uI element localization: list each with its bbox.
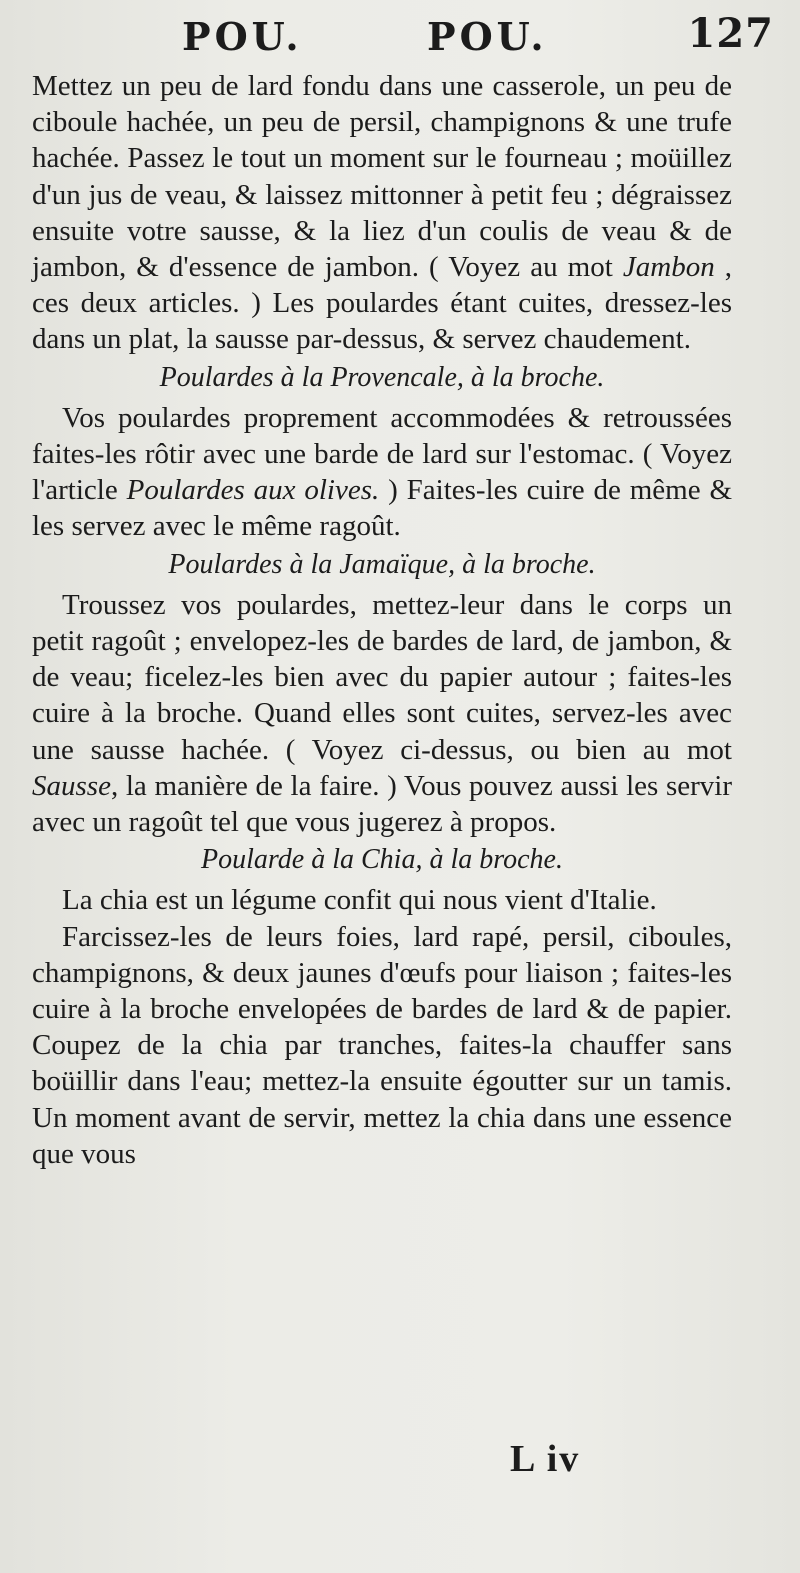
page-number: 127	[687, 10, 774, 57]
running-header	[32, 6, 774, 68]
header-center-title: POU.	[427, 14, 548, 59]
section-heading-chia: Poularde à la Chia, à la broche.	[201, 844, 563, 876]
section-heading-jamaique: Poulardes à la Jamaïque, à la broche.	[168, 548, 596, 580]
paragraph-2-text: Vos poulardes proprement accommodées & retroussées faites-les rôtir avec une barde de lard sur l'estomac. ( Voyez l'article	[32, 401, 732, 507]
page-body	[32, 68, 732, 1172]
signature-mark: L iv	[510, 1438, 581, 1480]
paragraph-1-text: Mettez un peu de lard fondu dans une casserole, un peu de ciboule hachée, un peu de persil, champignons & une trufe hachée. Passez le tout un moment sur le fourneau ; moüillez d'un jus de veau, & laissez mittonner à petit feu ; dégraissez ensuite votre sausse, & la liez d'un coulis de veau & de jambon, & d'essence de jambon. ( Voyez au mot	[32, 70, 732, 284]
paragraph-3-italic: Sausse	[32, 769, 111, 802]
paragraph-1-italic: Jambon	[622, 251, 715, 284]
paragraph-3-end: , la manière de la faire. ) Vous pouvez aussi les servir avec un ragoût tel que vous jugerez à propos.	[32, 769, 732, 839]
paragraph-4: La chia est un légume confit qui nous vient d'Italie.	[62, 884, 657, 917]
paragraph-2-end: ) Faites-les cuire de même & les servez avec le même ragoût.	[32, 474, 733, 543]
header-left-title: POU.	[182, 14, 303, 59]
section-heading-provencale: Poulardes à la Provencale, à la broche.	[159, 361, 605, 393]
paragraph-1-end: , ces deux articles. ) Les poulardes étant cuites, dressez-les dans un plat, la sausse par-dessus, & servez chaudement.	[32, 251, 733, 356]
paragraph-2	[32, 400, 732, 545]
paragraph-1	[32, 68, 732, 358]
paragraph-3	[32, 587, 732, 840]
paragraph-2-italic: Poulardes aux olives.	[126, 474, 380, 507]
paragraph-3-text: Troussez vos poulardes, mettez-leur dans le corps un petit ragoût ; envelopez-les de bardes de lard, de jambon, & de veau; ficelez-les bien avec du papier autour ; faites-les cuire à la broche. Quand elles sont cuites, servez-les avec une sausse hachée. ( Voyez ci-dessus, ou bien au mot	[32, 588, 732, 766]
paragraph-5: Farcissez-les de leurs foies, lard rapé, persil, ciboules, champignons, & deux jaunes d'œufs pour liaison ; faites-les cuire à la broche envelopées de bardes de lard & de papier. Coupez de la chia par tranches, faites-la chauffer sans boüillir dans l'eau; mettez-la ensuite égoutter sur un tamis. Un moment avant de servir, mettez la chia dans une essence que vous	[32, 920, 732, 1170]
